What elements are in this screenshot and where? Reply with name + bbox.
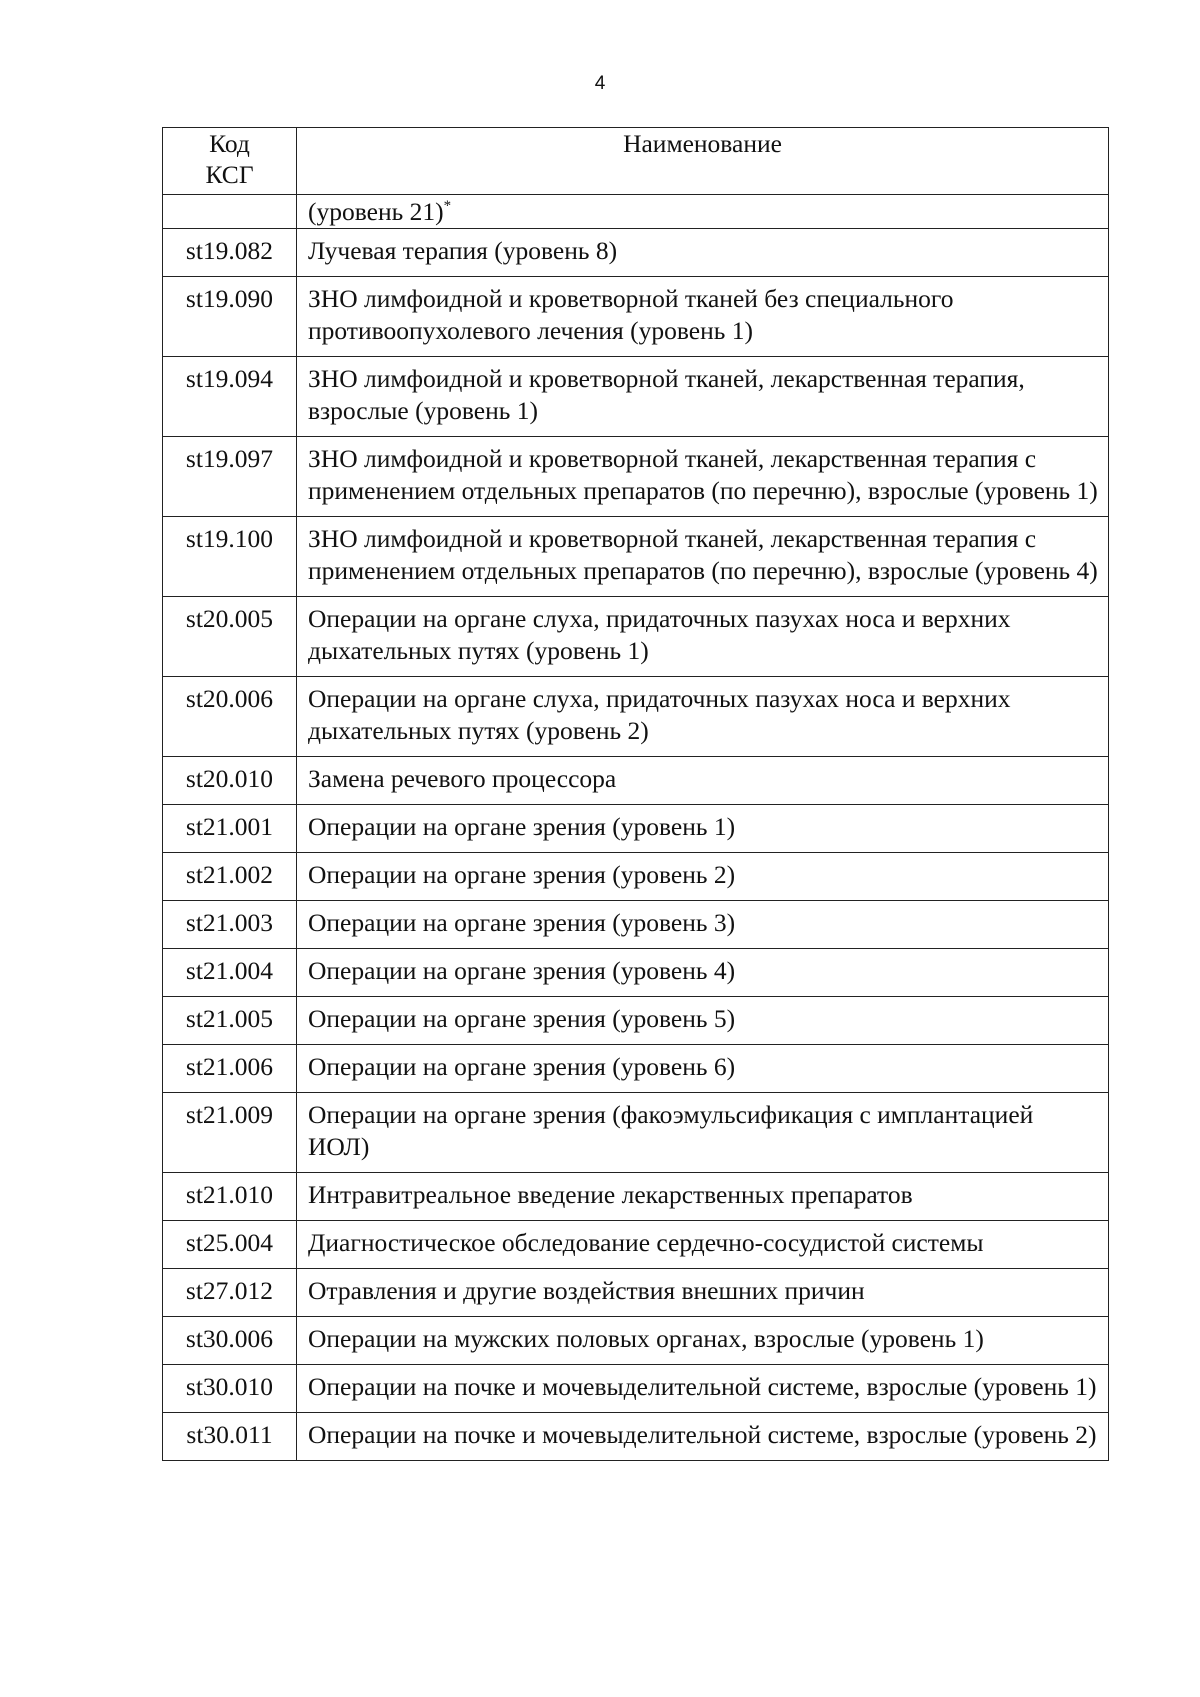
ksg-name-cell: Операции на почке и мочевыделительной системе, взрослые (уровень 2): [297, 1413, 1109, 1461]
table-row: [163, 1173, 1109, 1221]
continuation-text: (уровень 21): [308, 197, 444, 226]
ksg-code-cell: st21.003: [163, 901, 297, 949]
ksg-name-cell: Отравления и другие воздействия внешних причин: [297, 1269, 1109, 1317]
ksg-code-cell: st30.006: [163, 1317, 297, 1365]
ksg-name-cell: Операции на мужских половых органах, взрослые (уровень 1): [297, 1317, 1109, 1365]
ksg-name-cell: Операции на органе зрения (уровень 5): [297, 997, 1109, 1045]
ksg-code-cell: st21.004: [163, 949, 297, 997]
table-row: [163, 997, 1109, 1045]
ksg-name-cell: Операции на органе слуха, придаточных пазухах носа и верхних дыхательных путях (уровень 2): [297, 677, 1109, 757]
ksg-name-cell: Операции на органе зрения (факоэмульсификация с имплантацией ИОЛ): [297, 1093, 1109, 1173]
ksg-name-cell: ЗНО лимфоидной и кроветворной тканей, лекарственная терапия с применением отдельных препаратов (по перечню), взрослые (уровень 4): [297, 517, 1109, 597]
ksg-code-cell: st30.011: [163, 1413, 297, 1461]
table-row: [163, 1045, 1109, 1093]
ksg-name-cell: Операции на органе зрения (уровень 3): [297, 901, 1109, 949]
ksg-code-cell: st20.006: [163, 677, 297, 757]
table-row: [163, 1093, 1109, 1173]
ksg-code-cell: st25.004: [163, 1221, 297, 1269]
table-row: [163, 1413, 1109, 1461]
table-row: [163, 1317, 1109, 1365]
table-header-row: [163, 128, 1109, 195]
table-row: [163, 277, 1109, 357]
ksg-code-cell: st19.082: [163, 229, 297, 277]
table-row: [163, 853, 1109, 901]
column-header-code-line1: Код: [209, 129, 250, 158]
ksg-code-cell: st19.090: [163, 277, 297, 357]
ksg-name-cell: Диагностическое обследование сердечно-сосудистой системы: [297, 1221, 1109, 1269]
ksg-name-cell: Операции на почке и мочевыделительной системе, взрослые (уровень 1): [297, 1365, 1109, 1413]
column-header-code-line2: КСГ: [205, 160, 254, 189]
ksg-code-cell: st21.001: [163, 805, 297, 853]
table-row: [163, 757, 1109, 805]
ksg-code-cell: st21.009: [163, 1093, 297, 1173]
ksg-name-cell: ЗНО лимфоидной и кроветворной тканей, лекарственная терапия, взрослые (уровень 1): [297, 357, 1109, 437]
column-header-name: Наименование: [297, 128, 1109, 195]
ksg-code-cell: st19.100: [163, 517, 297, 597]
ksg-name-cell: Операции на органе зрения (уровень 1): [297, 805, 1109, 853]
ksg-code-cell: st19.097: [163, 437, 297, 517]
ksg-code-cell: st19.094: [163, 357, 297, 437]
ksg-name-cell: Операции на органе зрения (уровень 2): [297, 853, 1109, 901]
ksg-code-cell: st30.010: [163, 1365, 297, 1413]
ksg-code-cell: st21.006: [163, 1045, 297, 1093]
ksg-code-cell: st21.005: [163, 997, 297, 1045]
ksg-name-cell: Операции на органе зрения (уровень 4): [297, 949, 1109, 997]
continuation-row: [163, 195, 1109, 229]
table-row: [163, 357, 1109, 437]
ksg-code-cell: st21.010: [163, 1173, 297, 1221]
page-number: 4: [594, 73, 606, 94]
ksg-code-cell: [163, 195, 297, 229]
table-row: [163, 229, 1109, 277]
table-row: [163, 1365, 1109, 1413]
ksg-name-cell: [297, 195, 1109, 229]
ksg-name-cell: ЗНО лимфоидной и кроветворной тканей, лекарственная терапия с применением отдельных препаратов (по перечню), взрослые (уровень 1): [297, 437, 1109, 517]
table-row: [163, 517, 1109, 597]
ksg-name-cell: Интравитреальное введение лекарственных препаратов: [297, 1173, 1109, 1221]
ksg-name-cell: Лучевая терапия (уровень 8): [297, 229, 1109, 277]
table-row: [163, 597, 1109, 677]
ksg-code-cell: st21.002: [163, 853, 297, 901]
table-row: [163, 677, 1109, 757]
table-row: [163, 1269, 1109, 1317]
ksg-code-cell: st20.010: [163, 757, 297, 805]
table-row: [163, 437, 1109, 517]
table-row: [163, 949, 1109, 997]
ksg-code-cell: st27.012: [163, 1269, 297, 1317]
footnote-mark: *: [443, 198, 452, 214]
column-header-code: [163, 128, 297, 195]
table-row: [163, 805, 1109, 853]
table-row: [163, 901, 1109, 949]
ksg-code-cell: st20.005: [163, 597, 297, 677]
ksg-table: [162, 127, 1109, 1461]
ksg-name-cell: Замена речевого процессора: [297, 757, 1109, 805]
table-row: [163, 1221, 1109, 1269]
ksg-name-cell: Операции на органе зрения (уровень 6): [297, 1045, 1109, 1093]
ksg-name-cell: Операции на органе слуха, придаточных пазухах носа и верхних дыхательных путях (уровень 1): [297, 597, 1109, 677]
ksg-name-cell: ЗНО лимфоидной и кроветворной тканей без специального противоопухолевого лечения (уровень 1): [297, 277, 1109, 357]
